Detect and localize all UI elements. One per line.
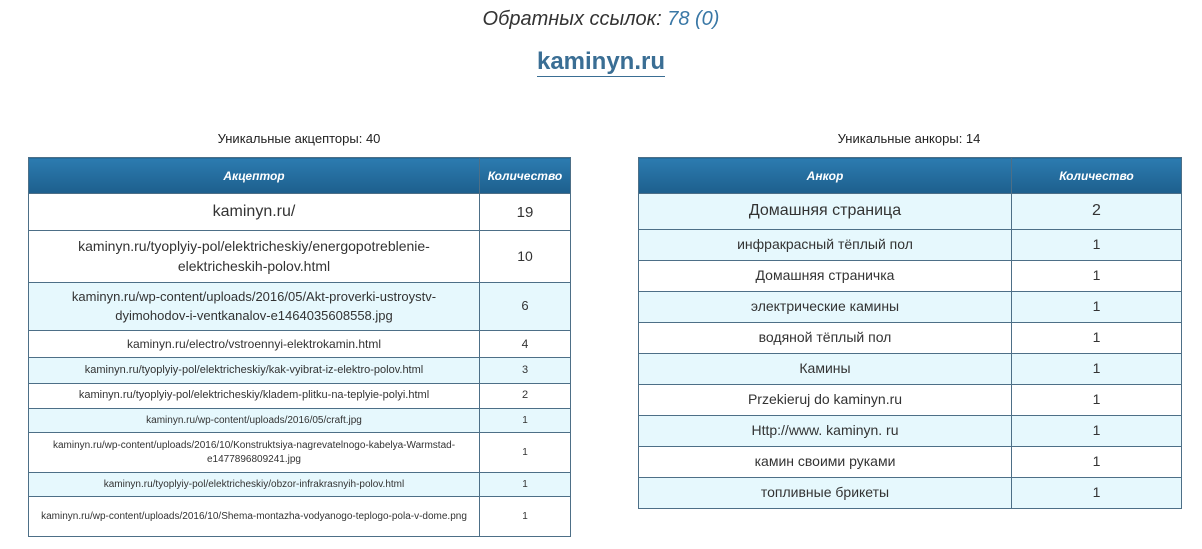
table-row [29,384,571,409]
anchor-text: топливные брикеты [639,478,1012,509]
table-row [29,497,571,537]
anchor-count: 1 [1012,261,1182,292]
anchor-count: 1 [1012,230,1182,261]
backlinks-label: Обратных ссылок: [482,8,662,30]
acceptor-count: 1 [480,409,571,433]
table-row [639,416,1182,447]
anchor-text: Домашняя страничка [639,261,1012,292]
anchor-count: 1 [1012,478,1182,509]
col-header-anchor[interactable]: Анкор [639,158,1012,194]
acceptor-count: 4 [480,331,571,358]
anchor-count: 1 [1012,416,1182,447]
table-row [29,358,571,384]
acceptor-url[interactable]: kaminyn.ru/wp-content/uploads/2016/10/Konstruktsiya-nagrevatelnogo-kabelya-Warmstad-e1477896809241.jpg [29,433,480,473]
backlinks-count: 78 (0) [667,8,720,30]
anchor-text: инфракрасный тёплый пол [639,230,1012,261]
acceptor-count: 1 [480,473,571,497]
table-row [639,292,1182,323]
acceptor-url[interactable]: kaminyn.ru/tyoplyiy-pol/elektricheskiy/kak-vyibrat-iz-elektro-polov.html [29,358,480,384]
acceptor-count: 3 [480,358,571,384]
acceptor-url[interactable]: kaminyn.ru/wp-content/uploads/2016/05/craft.jpg [29,409,480,433]
table-header-row [29,158,571,194]
table-row [639,194,1182,230]
table-row [29,331,571,358]
anchor-count: 1 [1012,354,1182,385]
acceptor-url[interactable]: kaminyn.ru/wp-content/uploads/2016/10/Shema-montazha-vodyanogo-teplogo-pola-v-dome.png [29,497,480,537]
acceptor-count: 1 [480,433,571,473]
table-row [639,323,1182,354]
acceptors-caption: Уникальные акцепторы: 40 [217,131,381,146]
table-row [639,478,1182,509]
table-row [29,283,571,331]
acceptor-url[interactable]: kaminyn.ru/electro/vstroennyi-elektrokamin.html [29,331,480,358]
table-row [639,261,1182,292]
acceptors-table [28,157,571,537]
anchor-text: электрические камины [639,292,1012,323]
anchor-text: Домашняя страница [639,194,1012,230]
acceptor-url[interactable]: kaminyn.ru/tyoplyiy-pol/elektricheskiy/energopotreblenie-elektricheskih-polov.html [29,231,480,283]
anchor-text: Http://www. kaminyn. ru [639,416,1012,447]
domain-link[interactable]: kaminyn.ru [536,48,666,75]
table-header-row [639,158,1182,194]
acceptor-count: 6 [480,283,571,331]
col-header-count[interactable]: Количество [1012,158,1182,194]
acceptor-url[interactable]: kaminyn.ru/ [29,194,480,231]
anchor-text: Камины [639,354,1012,385]
backlinks-summary [0,8,1202,31]
acceptor-url[interactable]: kaminyn.ru/tyoplyiy-pol/elektricheskiy/kladem-plitku-na-teplyie-polyi.html [29,384,480,409]
acceptor-count: 10 [480,231,571,283]
anchor-count: 1 [1012,323,1182,354]
anchors-caption: Уникальные анкоры: 14 [837,131,981,146]
anchor-count: 1 [1012,447,1182,478]
table-row [29,409,571,433]
anchor-text: камин своими руками [639,447,1012,478]
col-header-count[interactable]: Количество [480,158,571,194]
acceptor-count: 2 [480,384,571,409]
table-row [29,231,571,283]
table-row [29,433,571,473]
anchor-count: 2 [1012,194,1182,230]
acceptor-url[interactable]: kaminyn.ru/wp-content/uploads/2016/05/Akt-proverki-ustroystv-dyimohodov-i-ventkanalov-e1464035608558.jpg [29,283,480,331]
table-row [29,473,571,497]
anchor-count: 1 [1012,385,1182,416]
table-row [639,447,1182,478]
domain-heading [0,48,1202,76]
anchor-text: Przekieruj do kaminyn.ru [639,385,1012,416]
table-row [639,385,1182,416]
anchor-text: водяной тёплый пол [639,323,1012,354]
col-header-acceptor[interactable]: Акцептор [29,158,480,194]
acceptor-count: 19 [480,194,571,231]
anchors-table [638,157,1182,509]
table-row [639,230,1182,261]
table-row [29,194,571,231]
anchor-count: 1 [1012,292,1182,323]
table-row [639,354,1182,385]
acceptor-count: 1 [480,497,571,537]
acceptor-url[interactable]: kaminyn.ru/tyoplyiy-pol/elektricheskiy/obzor-infrakrasnyih-polov.html [29,473,480,497]
